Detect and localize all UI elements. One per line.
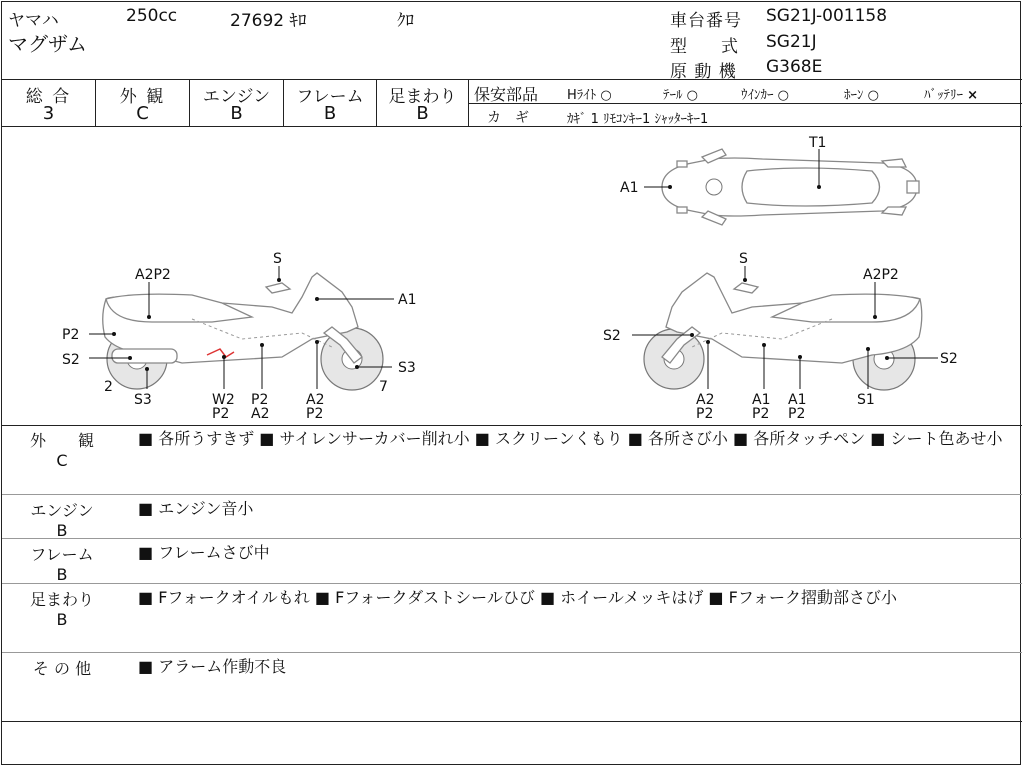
diagram-label: P2: [752, 406, 770, 422]
grade-value: B: [230, 103, 243, 124]
diagram-label: P2: [251, 392, 269, 408]
safety-item-name: ﾊﾞｯﾃﾘｰ: [924, 88, 963, 103]
keys-value: ｶｷﾞ 1 ﾘﾓｺﾝｷｰ1 ｼｬｯﾀｰｷｰ1: [567, 112, 709, 127]
engine-value: G368E: [766, 57, 823, 77]
remark-label: エンジン: [30, 501, 94, 520]
engine-label: 原 動 機: [670, 62, 737, 82]
remark-label: そ の 他: [32, 659, 92, 678]
maker: ヤマハ: [8, 11, 59, 31]
diagram-label: 7: [379, 379, 388, 395]
mileage: 27692 ｷﾛ: [230, 11, 307, 31]
top-view: [662, 149, 919, 225]
diagram-label: A1: [752, 392, 771, 408]
grade-value: C: [136, 103, 149, 124]
diagram-label: S2: [603, 328, 621, 344]
diagram-label: S2: [940, 351, 958, 367]
grade-label: フレーム: [296, 87, 364, 107]
safety-item-mark: ×: [967, 88, 979, 103]
diagram-label: A2: [696, 392, 715, 408]
grade-label: 足まわり: [388, 87, 457, 107]
safety-item: [924, 84, 978, 103]
remark-frame: [2, 539, 1022, 584]
safety-item: [663, 84, 698, 103]
color: ｸﾛ: [397, 11, 414, 31]
grade-label: 外 観: [119, 87, 166, 107]
diagram-label: P2: [696, 406, 714, 422]
diagram-label: P2: [788, 406, 806, 422]
remark-text: ■ エンジン音小: [138, 499, 254, 518]
safety-item-mark: ○: [686, 88, 698, 103]
safety-row: [469, 80, 1022, 104]
remark-exterior: [2, 425, 1022, 495]
diagram-label: P2: [62, 327, 80, 343]
diagram-label: W2: [212, 392, 235, 408]
right-side-view: [644, 273, 922, 390]
remark-suspension: [2, 584, 1022, 653]
remark-label: 外 観: [29, 431, 94, 450]
diagram-label: T1: [809, 135, 827, 151]
type-label: 型 式: [670, 37, 738, 57]
keys-label: カ ギ: [487, 110, 529, 126]
safety-item: [741, 84, 789, 103]
left-side-view: [103, 273, 383, 390]
diagram-label: S2: [62, 352, 80, 368]
diagram-label: A2P2: [863, 267, 899, 283]
safety-item-mark: ○: [600, 88, 612, 103]
safety-item-name: ﾎｰﾝ: [844, 88, 864, 103]
grade-value: B: [416, 103, 429, 124]
remark-label: 足まわり: [29, 590, 94, 609]
safety-item-name: ｳｲﾝｶｰ: [741, 88, 774, 103]
grade-value: 3: [42, 103, 55, 124]
diagram-label: S3: [134, 392, 152, 408]
remark-grade: B: [56, 610, 68, 629]
damage-diagram: [2, 127, 1022, 426]
grade-cell-frame: [284, 80, 377, 126]
safety-item-name: ﾃｰﾙ: [663, 88, 683, 103]
remark-text: ■ Fフォークオイルもれ ■ Fフォークダストシールひび ■ ホイールメッキはげ ■ Fフォーク摺動部さび小: [138, 588, 898, 607]
grade-cell-engine: [190, 80, 284, 126]
remark-grade: C: [56, 451, 68, 470]
model-name: マグザム: [8, 32, 87, 56]
safety-item-name: Hﾗｲﾄ: [567, 88, 597, 103]
remark-engine: [2, 495, 1022, 539]
diagram-label: A2P2: [135, 267, 171, 283]
diagram-label: A1: [788, 392, 807, 408]
grade-value: B: [323, 103, 337, 124]
grade-label: 総 合: [25, 87, 72, 107]
safety-item-mark: ○: [777, 88, 789, 103]
grade-cell-exterior: [96, 80, 190, 126]
frame-no: SG21J-001158: [766, 6, 888, 26]
diagram-label: S: [273, 251, 282, 267]
diagram-label: P2: [212, 406, 230, 422]
motorcycle-diagram: [2, 127, 1022, 425]
remark-text: ■ アラーム作動不良: [138, 657, 287, 676]
grades-row: [2, 79, 1022, 127]
remark-other: [2, 653, 1022, 722]
remark-text: ■ フレームさび中: [138, 543, 270, 562]
type-value: SG21J: [766, 32, 817, 52]
displacement: 250cc: [126, 6, 178, 26]
remark-text: ■ 各所うすきず ■ サイレンサーカバー削れ小 ■ スクリーンくもり ■ 各所さび小 ■ 各所タッチペン ■ シート色あせ小: [138, 429, 1003, 448]
safety-label: 保安部品: [474, 85, 539, 104]
remark-label: フレーム: [30, 545, 94, 564]
safety-item: [567, 84, 612, 103]
remark-grade: B: [56, 521, 68, 540]
diagram-label: S1: [857, 392, 875, 408]
diagram-label: A1: [398, 292, 417, 308]
grade-cell-suspension: [377, 80, 469, 126]
frame-no-label: 車台番号: [670, 11, 742, 31]
diagram-label: 2: [104, 379, 113, 395]
inspection-sheet: [1, 1, 1021, 765]
diagram-label: A2: [251, 406, 270, 422]
remark-grade: B: [56, 565, 68, 584]
grade-label: エンジン: [202, 87, 271, 107]
diagram-label: A1: [620, 180, 639, 196]
diagram-label: S3: [398, 360, 416, 376]
safety-item: [844, 84, 879, 103]
diagram-label: P2: [306, 406, 324, 422]
safety-item-mark: ○: [867, 88, 879, 103]
diagram-label: A2: [306, 392, 325, 408]
diagram-label: S: [739, 251, 748, 267]
grade-cell-total: [2, 80, 96, 126]
